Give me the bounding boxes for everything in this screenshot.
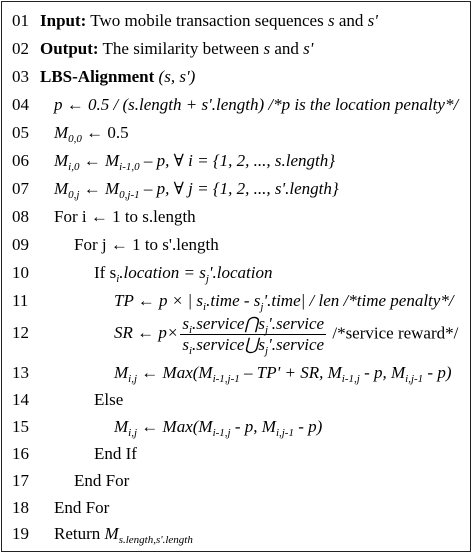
function-name: LBS-Alignment [40, 67, 155, 86]
subscript: i,j [128, 373, 138, 385]
input-text: Two mobile transaction sequences [86, 11, 328, 30]
line-07 [12, 179, 339, 199]
subscript: j [260, 301, 264, 313]
service-fraction [180, 314, 326, 355]
line-code: – p, ∀ i = {1, 2, ..., s.length} [139, 151, 336, 170]
line-number: 08 [12, 207, 29, 226]
line-code: End For [74, 471, 130, 490]
line-code: '.location [208, 263, 273, 282]
line-18 [12, 498, 109, 518]
subscript: i-1,j [212, 427, 231, 439]
line-09 [12, 235, 219, 255]
subscript: i-1,j [341, 373, 360, 385]
comment: /*service reward*/ [328, 323, 459, 343]
line-number: 07 [12, 179, 29, 198]
line-16 [12, 444, 137, 464]
subscript: 0,j [68, 189, 80, 201]
line-code: .location = s [119, 263, 206, 282]
subscript: i,j-1 [405, 373, 424, 385]
line-number: 14 [12, 390, 29, 409]
line-13 [12, 363, 452, 383]
line-code: ← Max(M [137, 363, 213, 382]
matrix-m: M [114, 417, 129, 436]
line-number: 03 [12, 67, 29, 86]
line-code: – p, ∀ j = {1, 2, ..., s'.length} [139, 179, 339, 198]
line-08 [12, 207, 196, 227]
line-11 [12, 291, 454, 311]
var-s-prime: s' [367, 11, 378, 30]
matrix-m: M [54, 123, 69, 142]
line-number: 01 [12, 11, 29, 30]
line-01 [12, 11, 378, 31]
output-text: The similarity between [98, 39, 264, 58]
line-number: 16 [12, 444, 29, 463]
line-02 [12, 39, 313, 59]
line-number: 09 [12, 235, 29, 254]
algorithm-box [1, 1, 471, 552]
line-code: If s [94, 263, 117, 282]
line-06 [12, 151, 335, 171]
line-code: SR ← p× [114, 323, 179, 343]
line-number: 12 [12, 323, 29, 343]
arrow: ← [79, 151, 105, 170]
matrix-m: M [54, 179, 69, 198]
line-number: 13 [12, 363, 29, 382]
var-s: s [327, 11, 335, 30]
subscript: i-1,0 [119, 161, 140, 173]
and-text: and [270, 39, 304, 58]
line-number: 04 [12, 95, 29, 114]
subscript: i,j [128, 427, 138, 439]
function-args: (s, s') [154, 67, 196, 86]
line-number: 06 [12, 151, 29, 170]
line-19 [12, 524, 193, 544]
line-12 [12, 314, 458, 355]
subscript: s.length,s'.length [118, 534, 193, 546]
line-10 [12, 263, 273, 283]
line-code: - p, M [230, 417, 276, 436]
line-number: 19 [12, 524, 29, 543]
line-code: '.time| / len /*time penalty*/ [263, 291, 454, 310]
and-text: and [334, 11, 368, 30]
subscript: i,0 [68, 161, 80, 173]
line-code: End For [54, 498, 110, 517]
line-code: - p) [293, 417, 323, 436]
fraction-numerator: $s_i.service⋂s_j'.service$ [182, 314, 325, 336]
input-label: Input: [40, 11, 87, 30]
line-code: ← Max(M [137, 417, 213, 436]
line-code: End If [94, 444, 137, 463]
line-04 [12, 95, 458, 115]
line-code: .time - s [206, 291, 261, 310]
line-code: - p, M [359, 363, 406, 382]
line-number: 15 [12, 417, 29, 436]
line-code: Return [54, 524, 105, 543]
var-s-prime: s' [303, 39, 314, 58]
arrow: ← [79, 179, 105, 198]
subscript: i [203, 301, 207, 313]
subscript: 0,0 [68, 133, 82, 145]
line-number: 11 [12, 291, 29, 310]
line-code: Else [94, 390, 124, 409]
line-number: 18 [12, 498, 29, 517]
line-code: For j ← 1 to s'.length [74, 235, 219, 254]
subscript: i,j-1 [275, 427, 294, 439]
line-code: - p) [423, 363, 452, 382]
line-code: For i ← 1 to s.length [54, 207, 196, 226]
line-15 [12, 417, 322, 437]
line-17 [12, 471, 129, 491]
line-code: TP ← p × | s [114, 291, 204, 310]
matrix-m: M [104, 151, 120, 170]
line-14 [12, 390, 123, 410]
matrix-m: M [54, 151, 69, 170]
subscript: i [116, 273, 120, 285]
matrix-m: M [114, 363, 129, 382]
line-code: p ← 0.5 / (s.length + s'.length) /*p is the location penalty*/ [54, 95, 459, 114]
line-05 [12, 123, 129, 143]
line-number: 02 [12, 39, 29, 58]
line-number: 10 [12, 263, 29, 282]
line-code: ← 0.5 [81, 123, 129, 142]
line-number: 05 [12, 123, 29, 142]
var-s: s [263, 39, 271, 58]
matrix-m: M [104, 524, 119, 543]
subscript: 0,j-1 [119, 189, 140, 201]
subscript: i-1,j-1 [212, 373, 240, 385]
fraction-denominator: $s_i.service⋃s_j'.service$ [182, 335, 325, 357]
line-code: – TP' + SR, M [239, 363, 342, 382]
line-03 [12, 67, 195, 87]
line-number: 17 [12, 471, 29, 490]
subscript: j [205, 273, 209, 285]
matrix-m: M [104, 179, 120, 198]
output-label: Output: [40, 39, 99, 58]
